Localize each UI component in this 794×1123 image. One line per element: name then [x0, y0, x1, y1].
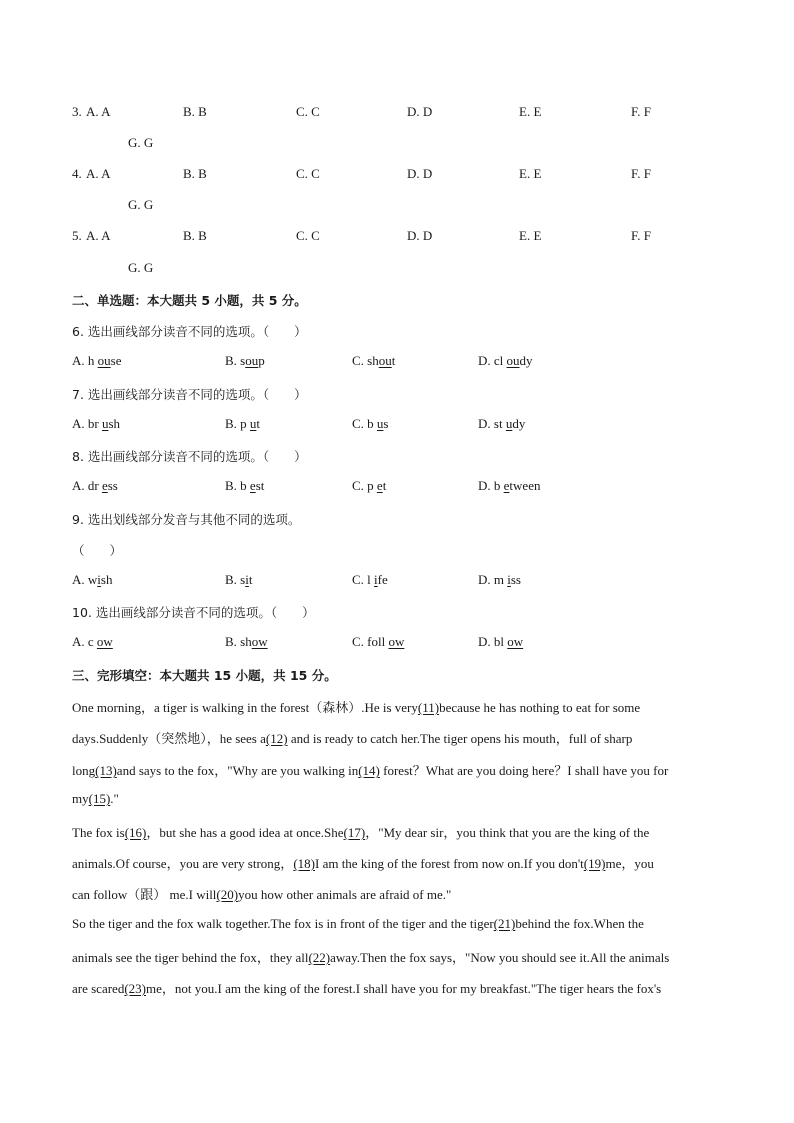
option-a: A. A: [86, 228, 111, 243]
option-d: D. bl ow: [478, 634, 524, 649]
option-d: D. D: [407, 166, 433, 181]
question-number: 3.: [72, 104, 82, 119]
option-e: E. E: [519, 104, 542, 119]
option-b: B. soup: [225, 353, 265, 368]
question-9-stem: 9. 选出划线部分发音与其他不同的选项。: [72, 512, 301, 527]
option-c: C. C: [296, 166, 320, 181]
blank-18[interactable]: (18): [293, 856, 315, 871]
option-a: A. A: [86, 104, 111, 119]
blank-16[interactable]: (16): [124, 825, 147, 840]
blank-13[interactable]: (13): [95, 763, 117, 778]
option-b: B. B: [183, 228, 207, 243]
option-f: F. F: [631, 228, 651, 243]
blank-15[interactable]: (15): [88, 791, 111, 806]
option-c: C. foll ow: [352, 634, 405, 649]
passage-line: are scared(23)me，not you.I am the king of the forest.I shall have you for my breakfast."The tiger hears the fox's: [72, 981, 662, 996]
passage-line: The fox is(16)，but she has a good idea at once.She(17)，"My dear sir，you think that you are the king of the: [72, 825, 650, 840]
option-c: C. C: [296, 228, 320, 243]
option-e: E. E: [519, 228, 542, 243]
option-b: B. show: [225, 634, 268, 649]
option-b: B. B: [183, 166, 207, 181]
passage-line: long(13)and says to the fox，"Why are you walking in(14) forest？What are you doing here？I shall have you for: [72, 763, 669, 778]
question-10-stem: 10. 选出画线部分读音不同的选项。（ ）: [72, 605, 315, 620]
option-a: A. wish: [72, 572, 113, 587]
option-g: G. G: [128, 135, 154, 150]
option-a: A. c ow: [72, 634, 113, 649]
passage-line: So the tiger and the fox walk together.The fox is in front of the tiger and the tiger(21)behind the fox.When the: [72, 916, 644, 931]
passage-line: animals.Of course，you are very strong，(18)I am the king of the forest from now on.If you don't(19)me，you: [72, 856, 654, 871]
option-b: B. B: [183, 104, 207, 119]
option-a: A. h ouse: [72, 353, 122, 368]
passage-line: animals see the tiger behind the fox，they all(22)away.Then the fox says，"Now you should see it.All the animals: [72, 950, 670, 965]
blank-20[interactable]: (20): [216, 887, 239, 902]
passage-line: my(15).": [72, 791, 119, 806]
option-d: D. m iss: [478, 572, 521, 587]
blank-22[interactable]: (22): [308, 950, 331, 965]
option-c: C. l ife: [352, 572, 388, 587]
option-c: C. shout: [352, 353, 396, 368]
option-f: F. F: [631, 104, 651, 119]
passage-line: days.Suddenly（突然地），he sees a(12) and is ready to catch her.The tiger opens his mouth，full of sharp: [72, 731, 633, 746]
section-2-title: 二、单选题：本大题共 5 小题，共 5 分。: [72, 293, 307, 308]
option-g: G. G: [128, 260, 154, 275]
option-d: D. st udy: [478, 416, 526, 431]
question-7-stem: 7. 选出画线部分读音不同的选项。（ ）: [72, 387, 307, 402]
option-a: A. dr ess: [72, 478, 118, 493]
option-a: A. A: [86, 166, 111, 181]
option-b: B. sit: [225, 572, 253, 587]
option-c: C. b us: [352, 416, 389, 431]
option-c: C. C: [296, 104, 320, 119]
option-f: F. F: [631, 166, 651, 181]
option-d: D. b etween: [478, 478, 541, 493]
option-e: E. E: [519, 166, 542, 181]
option-b: B. p ut: [225, 416, 261, 431]
option-b: B. b est: [225, 478, 265, 493]
option-d: D. D: [407, 228, 433, 243]
question-9-answer-bracket: （ ）: [72, 543, 123, 558]
question-number: 5.: [72, 228, 82, 243]
option-a: A. br ush: [72, 416, 121, 431]
section-3-title: 三、完形填空：本大题共 15 小题，共 15 分。: [72, 668, 337, 683]
blank-12[interactable]: (12): [265, 731, 288, 746]
option-d: D. D: [407, 104, 433, 119]
question-8-stem: 8. 选出画线部分读音不同的选项。（ ）: [72, 449, 307, 464]
blank-14[interactable]: (14): [358, 763, 380, 778]
blank-19[interactable]: (19): [583, 856, 606, 871]
blank-17[interactable]: (17): [343, 825, 366, 840]
option-g: G. G: [128, 197, 154, 212]
blank-23[interactable]: (23): [124, 981, 146, 996]
question-number: 4.: [72, 166, 82, 181]
option-c: C. p et: [352, 478, 387, 493]
option-d: D. cl oudy: [478, 353, 533, 368]
passage-line: One morning，a tiger is walking in the forest（森林）.He is very(11)because he has nothing to eat for some: [72, 700, 641, 715]
passage-line: can follow（跟） me.I will(20)you how other animals are afraid of me.": [72, 887, 452, 902]
blank-21[interactable]: (21): [493, 916, 516, 931]
question-6-stem: 6. 选出画线部分读音不同的选项。（ ）: [72, 324, 307, 339]
blank-11[interactable]: (11): [417, 700, 440, 715]
